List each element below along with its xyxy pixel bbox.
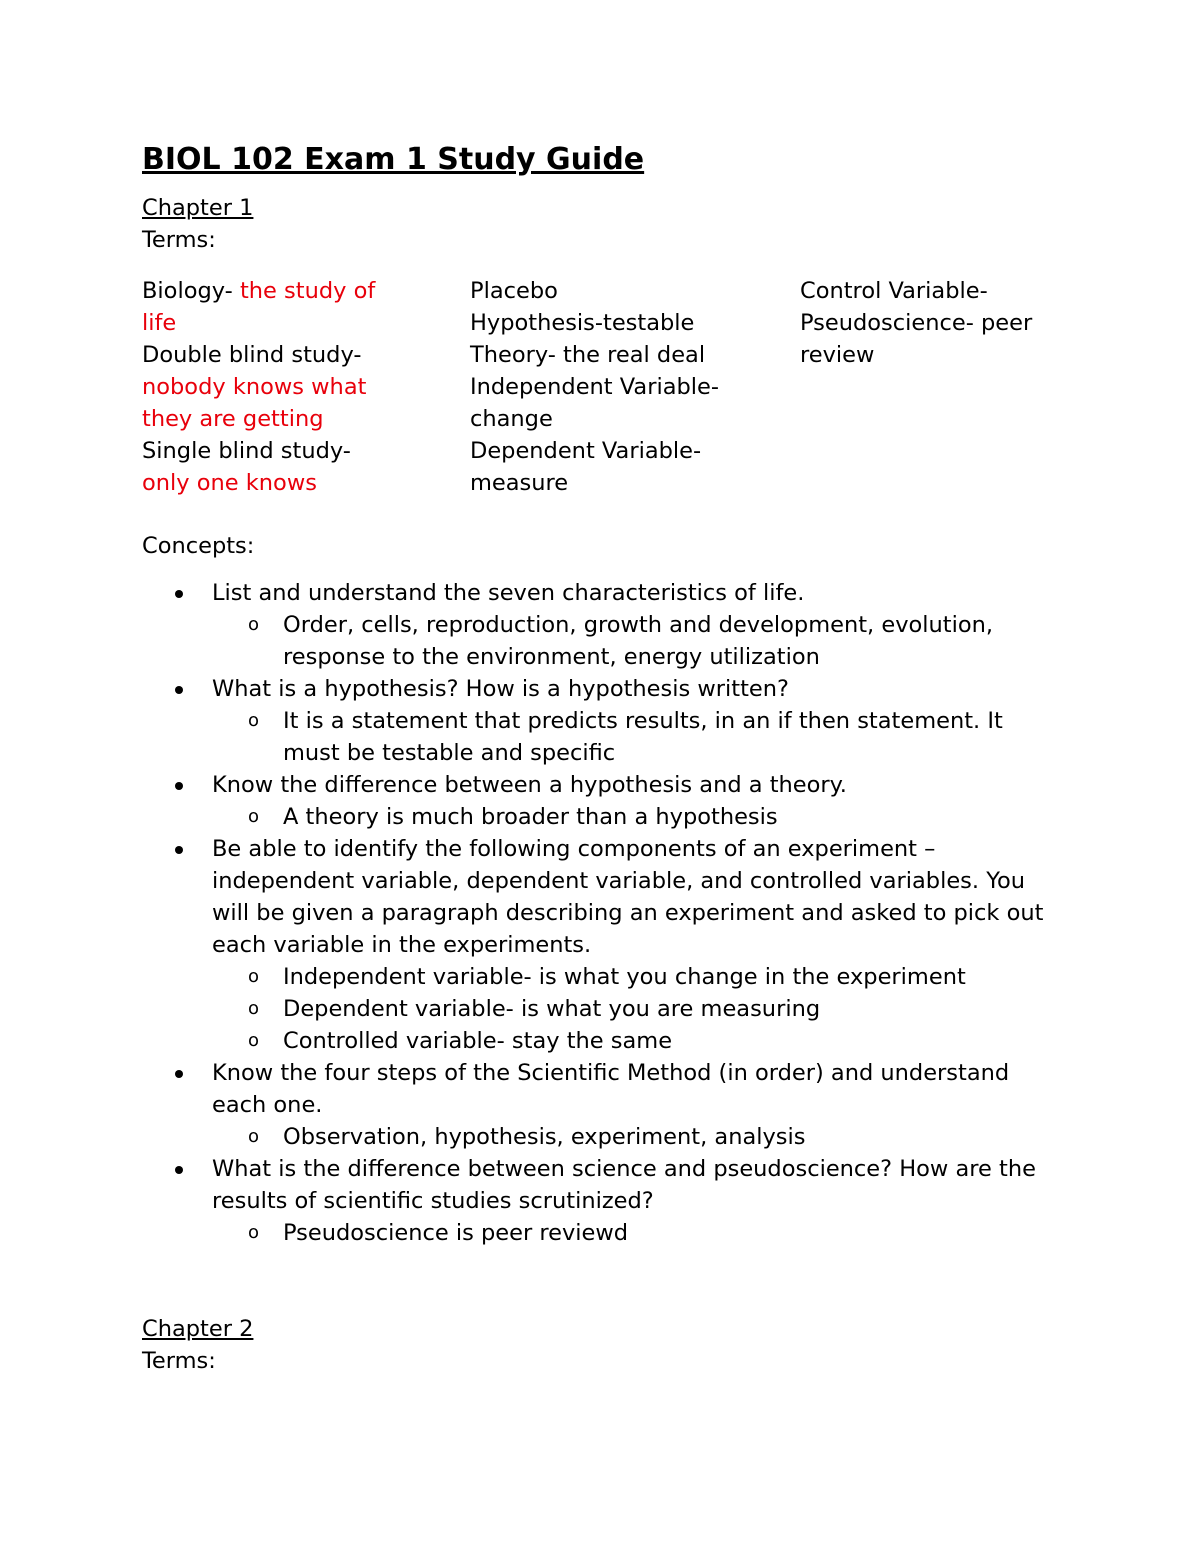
- concept-sub-text: It is a statement that predicts results, in an if then statement. It must be testable and specific: [283, 708, 1003, 766]
- concept-text: What is the difference between science and pseudoscience? How are the results of scientific studies scrutinized?: [212, 1156, 1036, 1214]
- concept-item: [142, 833, 1062, 1057]
- circle-bullet-icon: o: [248, 966, 260, 987]
- term-item: Pseudoscience- peer review: [800, 310, 1033, 368]
- concept-sub-list: [212, 961, 1062, 1057]
- terms-column-1: [142, 275, 400, 499]
- concept-sub-item: [212, 609, 1062, 673]
- bullet-icon: [175, 686, 183, 694]
- concept-sub-text: Dependent variable- is what you are measuring: [283, 996, 821, 1022]
- circle-bullet-icon: o: [248, 1030, 260, 1051]
- bullet-icon: [175, 1166, 183, 1174]
- concept-sub-list: [212, 1217, 1062, 1249]
- concept-sub-text: Observation, hypothesis, experiment, analysis: [283, 1124, 806, 1150]
- concept-sub-item: [212, 1217, 1062, 1249]
- concept-sub-item: [212, 1121, 1062, 1153]
- chapter-2-section: [142, 1313, 1062, 1377]
- concept-sub-list: [212, 1121, 1062, 1153]
- concept-item: [142, 673, 1062, 769]
- terms-grid: [142, 275, 1062, 499]
- chapter-1-terms-label: Terms:: [142, 227, 216, 253]
- circle-bullet-icon: o: [248, 1126, 260, 1147]
- term-item: Hypothesis-testable: [470, 310, 695, 336]
- document-title: BIOL 102 Exam 1 Study Guide: [142, 142, 645, 177]
- concept-sub-item: [212, 801, 1062, 833]
- concept-sub-text: Order, cells, reproduction, growth and development, evolution, response to the environment, energy utilization: [283, 612, 994, 670]
- circle-bullet-icon: o: [248, 806, 260, 827]
- concept-sub-list: [212, 609, 1062, 673]
- circle-bullet-icon: o: [248, 614, 260, 635]
- chapter-1-heading: Chapter 1: [142, 195, 254, 221]
- term-item: [142, 275, 400, 339]
- concept-item: [142, 769, 1062, 833]
- term-item: Placebo: [470, 278, 558, 304]
- bullet-icon: [175, 846, 183, 854]
- concept-sub-item: [212, 705, 1062, 769]
- terms-column-2: [470, 275, 728, 499]
- concept-text: What is a hypothesis? How is a hypothesis written?: [212, 676, 789, 702]
- concept-sub-item: [212, 1025, 1062, 1057]
- bullet-icon: [175, 782, 183, 790]
- term-item: Theory- the real deal: [470, 342, 706, 368]
- concept-item: [142, 1057, 1062, 1153]
- term-definition: only one knows: [142, 470, 317, 496]
- concept-item: [142, 577, 1062, 673]
- circle-bullet-icon: o: [248, 1222, 260, 1243]
- circle-bullet-icon: o: [248, 998, 260, 1019]
- term-item: Control Variable-: [800, 278, 988, 304]
- term-name: Single blind study-: [142, 438, 351, 464]
- concept-item: [142, 1153, 1062, 1249]
- bullet-icon: [175, 590, 183, 598]
- chapter-2-heading: Chapter 2: [142, 1316, 254, 1342]
- concepts-label: Concepts:: [142, 533, 255, 559]
- concept-text: Know the four steps of the Scientific Method (in order) and understand each one.: [212, 1060, 1010, 1118]
- concept-text: Be able to identify the following components of an experiment – independent variable, dependent variable, and controlled variables. You will be given a paragraph describing an experiment and asked to pick out each variable in the experiments.: [212, 836, 1044, 958]
- document-page: [142, 138, 1062, 1377]
- bullet-icon: [175, 1070, 183, 1078]
- term-name: Double blind study-: [142, 342, 362, 368]
- term-item: Dependent Variable- measure: [470, 438, 702, 496]
- concept-text: List and understand the seven characteristics of life.: [212, 580, 805, 606]
- concept-sub-list: [212, 705, 1062, 769]
- concepts-list: [142, 577, 1062, 1249]
- concept-text: Know the difference between a hypothesis and a theory.: [212, 772, 847, 798]
- concept-sub-item: [212, 961, 1062, 993]
- concept-sub-text: Independent variable- is what you change in the experiment: [283, 964, 966, 990]
- concept-sub-list: [212, 801, 1062, 833]
- circle-bullet-icon: o: [248, 710, 260, 731]
- concept-sub-text: Controlled variable- stay the same: [283, 1028, 673, 1054]
- chapter-2-terms-label: Terms:: [142, 1348, 216, 1374]
- concept-sub-item: [212, 993, 1062, 1025]
- term-item: [142, 339, 400, 435]
- term-name: Biology-: [142, 278, 240, 304]
- term-definition: nobody knows what they are getting: [142, 374, 367, 432]
- terms-column-3: [800, 275, 1060, 499]
- concept-sub-text: Pseudoscience is peer reviewd: [283, 1220, 629, 1246]
- term-item: [142, 435, 400, 499]
- concept-sub-text: A theory is much broader than a hypothesis: [283, 804, 778, 830]
- term-definition: the study of life: [142, 278, 376, 336]
- term-item: Independent Variable-change: [470, 374, 719, 432]
